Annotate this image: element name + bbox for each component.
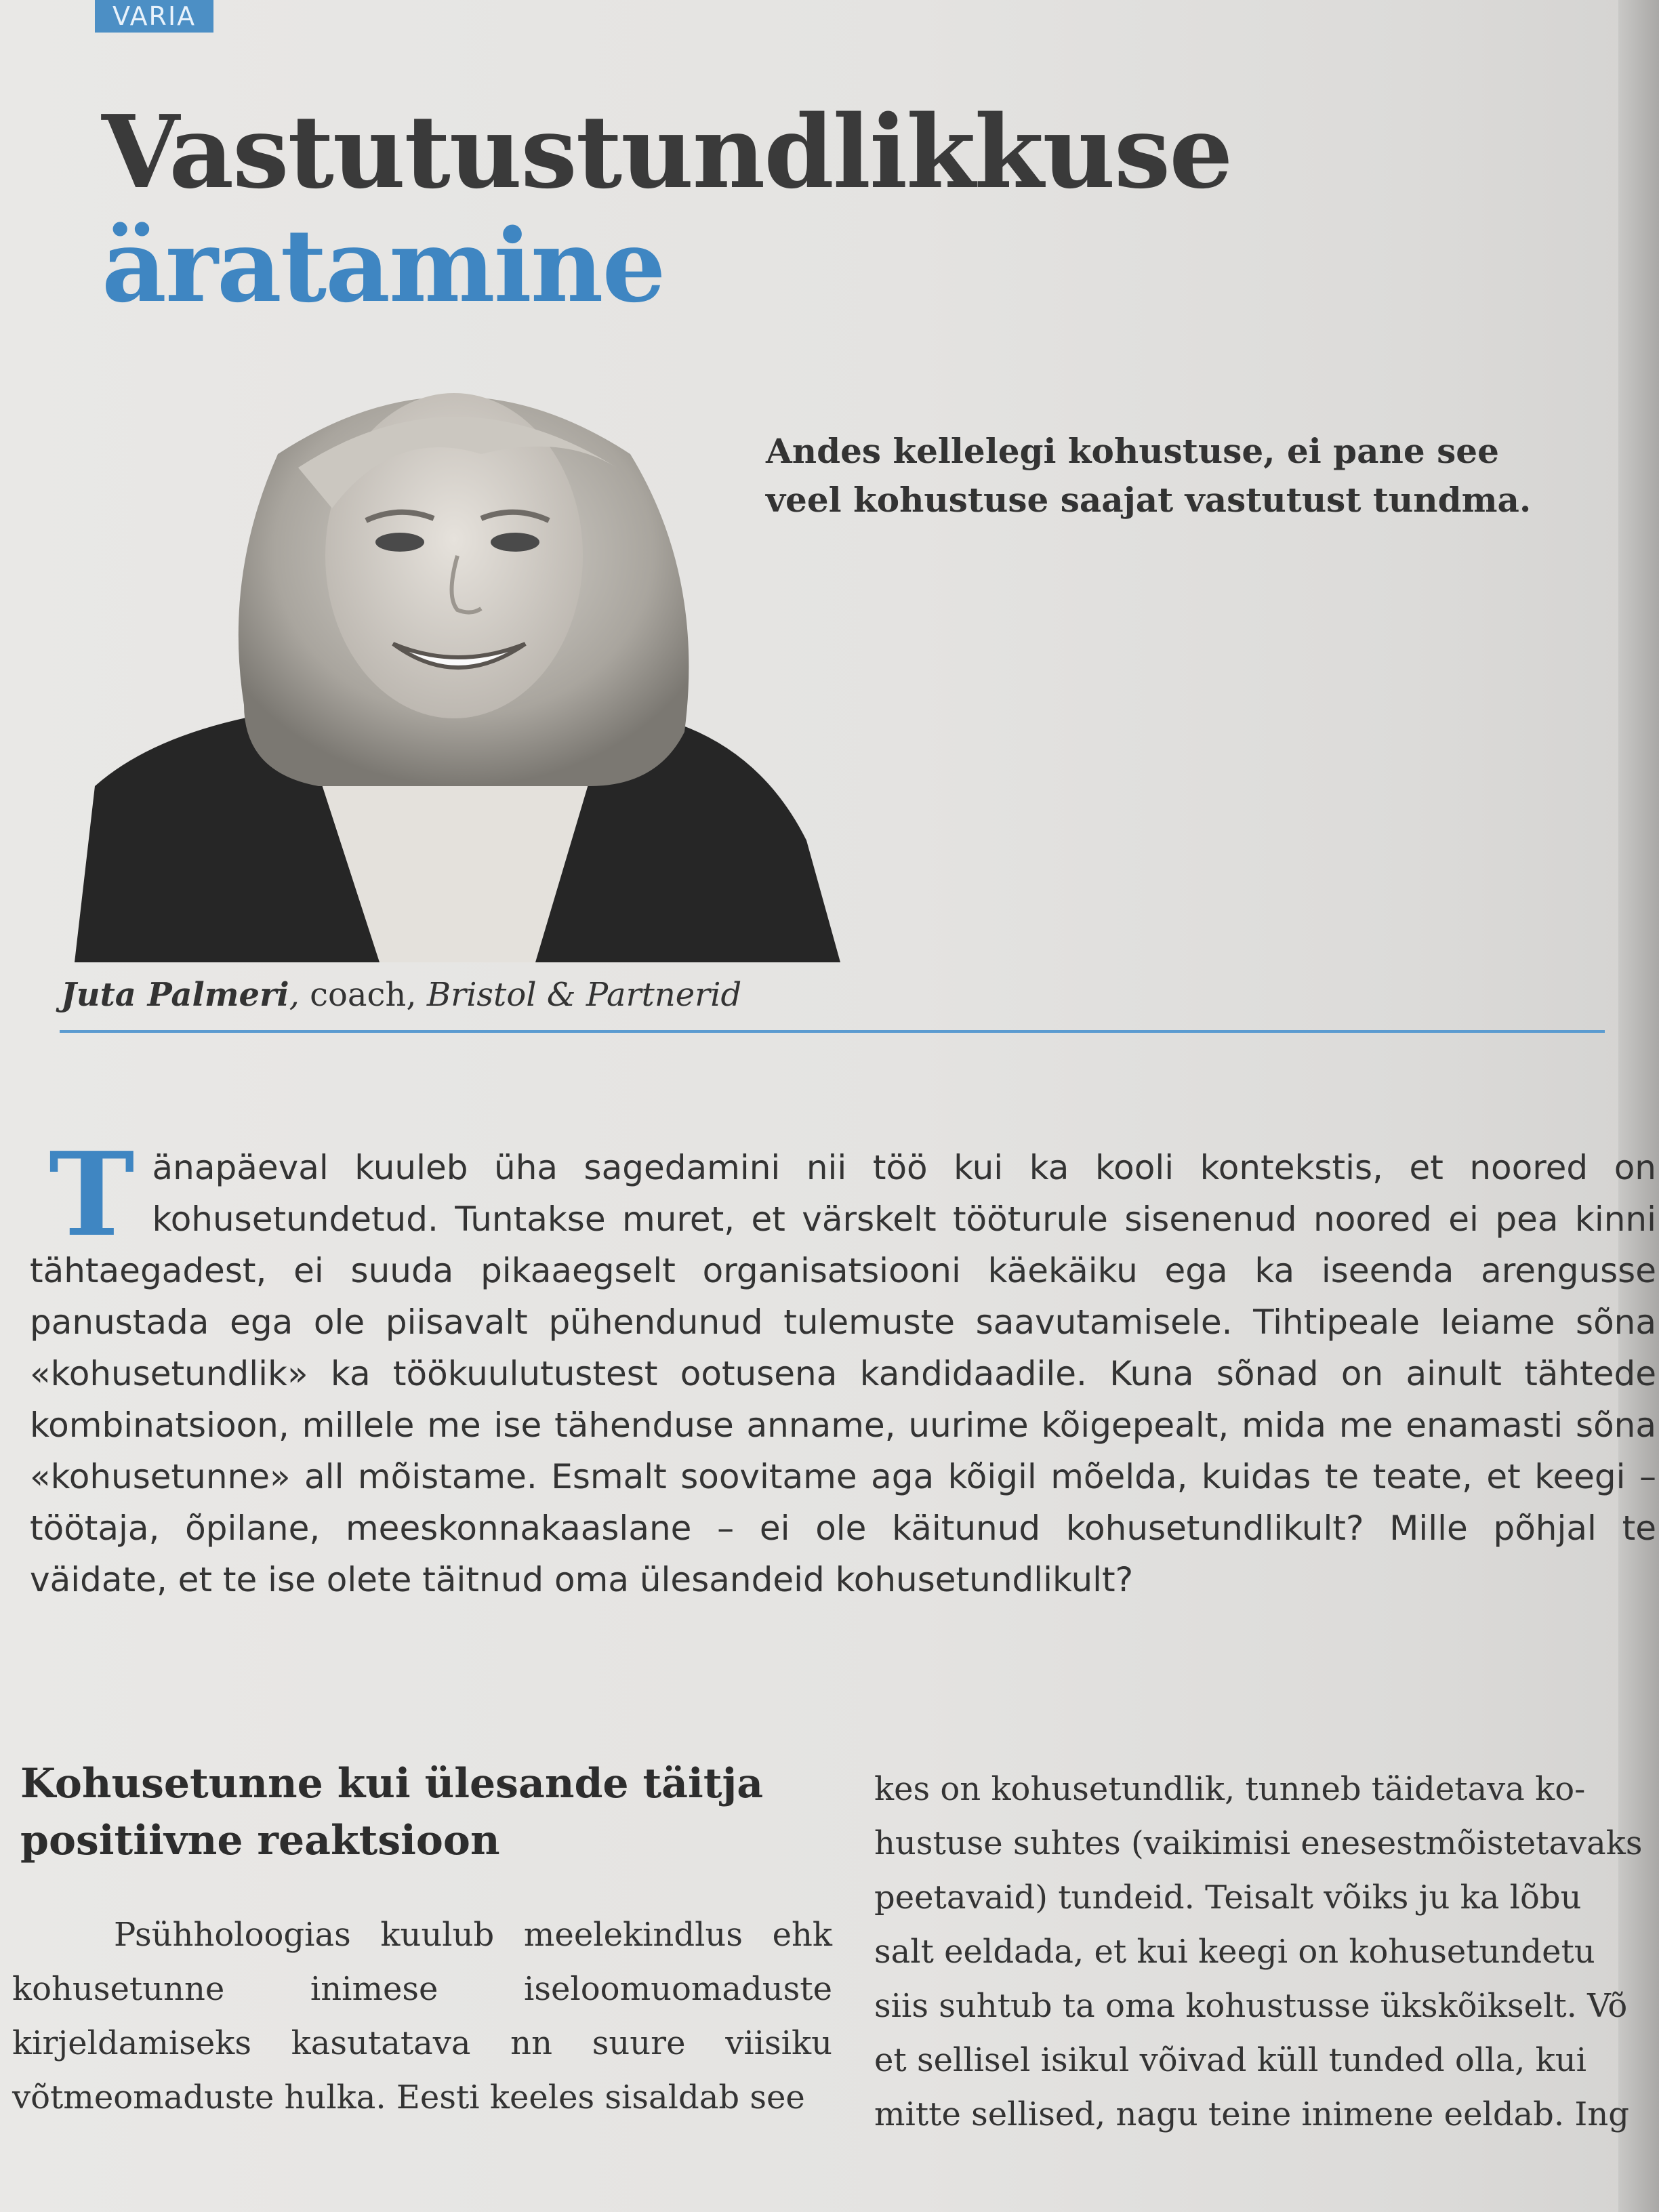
right-column-line: peetavaid) tundeid. Teisalt võiks ju ka lõbu (874, 1879, 1582, 1917)
right-column-line: siis suhtub ta oma kohustusse ükskõikselt. Võ (874, 1987, 1628, 2025)
right-column-line: hustuse suhtes (vaikimisi enesestmõistetavaks (874, 1824, 1643, 1862)
right-column-line: mitte sellised, nagu teine inimene eeldab. Ing (874, 2095, 1630, 2133)
intro-text: änapäeval kuuleb üha sagedamini nii töö kui ka kooli kontekstis, et noored on kohusetundetud. Tuntakse muret, et värskelt tööturule sisenenud noored ei pea kinni tähtaegadest, ei suuda pikaaegselt organisatsiooni käekäiku ega ka iseenda arengusse panustada ega ole piisavalt pühendunud tulemuste saavutamisele. Tihtipeale leiame sõna «kohusetundlik» ka töökuulutustest ootusena kandidaadile. Kuna sõnad on ainult tähtede kombinatsioon, millele me ise tähenduse anname, uurime kõigepealt, mida me enamasti sõna «kohusetunne» all mõistame. Esmalt soovitame aga kõigil mõelda, kuidas te teate, et keegi – töötaja, õpilane, meeskonnakaaslane – ei ole käitunud kohusetundlikult? Mille põhjal te väidate, et te ise olete täitnud oma ülesandeid kohusetundlikult? (30, 1148, 1656, 1599)
intro-paragraph (30, 1127, 1656, 1605)
right-column-line: salt eeldada, et kui keegi on kohusetundetu (874, 1933, 1595, 1971)
article-title (102, 95, 1231, 323)
drop-cap: T (49, 1127, 135, 1263)
title-line-1: Vastutustundlikkuse (102, 93, 1232, 211)
caption-separator: , (289, 976, 300, 1014)
right-column-text (874, 1762, 1659, 2142)
right-column-line: kes on kohusetundlik, tunneb täidetava ko- (874, 1770, 1586, 1808)
header-divider (60, 1030, 1605, 1033)
section-tag: VARIA (95, 0, 213, 33)
lead-paragraph: Andes kellelegi kohustuse, ei pane see veel kohustuse saajat vastutust tundma. (766, 431, 1532, 520)
author-portrait (75, 352, 840, 962)
left-column-text: Psühholoogias kuulub meelekindlus ehk kohusetunne inimese iseloomuomaduste kirjeldamiseks kasutatava nn suure viisiku võtmeomaduste hulka. Eesti keeles sisaldab see (12, 1916, 832, 2116)
author-caption (61, 976, 741, 1014)
author-role: coach, (310, 976, 417, 1014)
section-subheading: Kohusetunne kui ülesande täitja positiivne reaktsioon (20, 1760, 764, 1864)
right-column-line: et sellisel isikul võivad küll tunded olla, kui (874, 2041, 1587, 2079)
author-company: Bristol & Partnerid (426, 976, 742, 1014)
title-line-2: äratamine (102, 207, 665, 325)
author-name: Juta Palmeri (61, 976, 289, 1014)
